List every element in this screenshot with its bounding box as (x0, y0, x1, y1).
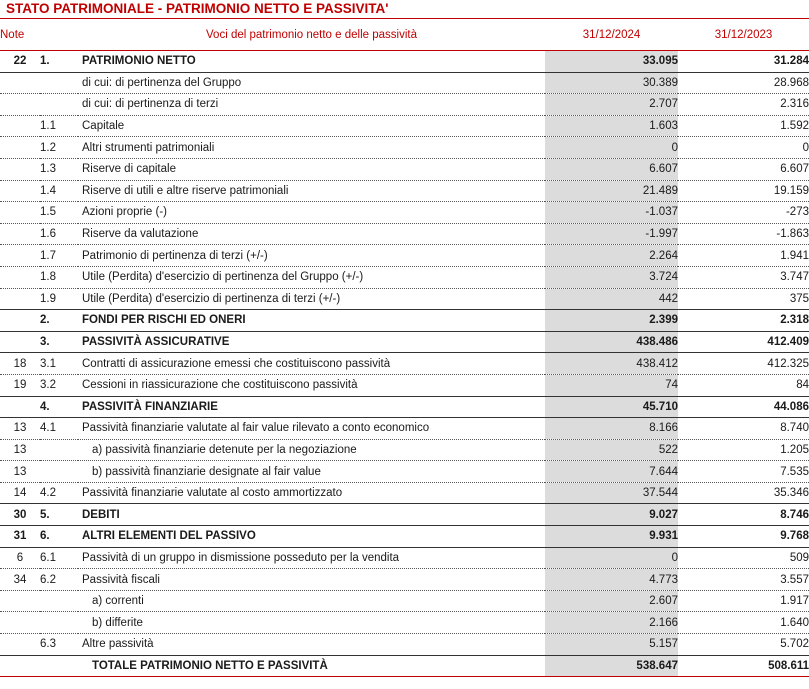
value-2024-cell: 7.644 (545, 461, 678, 483)
header-2024: 31/12/2024 (545, 19, 678, 51)
item-number-cell: 6.1 (40, 547, 78, 569)
item-number-cell: 3.1 (40, 353, 78, 375)
item-number-cell: 1.6 (40, 223, 78, 245)
description-cell: a) passività finanziarie detenute per la negoziazione (78, 439, 545, 461)
item-number-cell (40, 461, 78, 483)
description-cell: Contratti di assicurazione emessi che costituiscono passività (78, 353, 545, 375)
note-cell (0, 590, 40, 612)
note-cell: 30 (0, 504, 40, 526)
value-2024-cell: 6.607 (545, 158, 678, 180)
value-2024-cell: 538.647 (545, 655, 678, 677)
value-2023-cell: 7.535 (678, 461, 809, 483)
value-2023-cell: 0 (678, 137, 809, 159)
note-cell (0, 396, 40, 418)
note-cell (0, 72, 40, 94)
note-cell: 13 (0, 418, 40, 440)
value-2024-cell: -1.997 (545, 223, 678, 245)
description-cell: Riserve di utili e altre riserve patrimoniali (78, 180, 545, 202)
description-cell: b) differite (78, 612, 545, 634)
item-number-cell (40, 655, 78, 677)
value-2024-cell: 3.724 (545, 266, 678, 288)
description-cell: a) correnti (78, 590, 545, 612)
description-cell: di cui: di pertinenza del Gruppo (78, 72, 545, 94)
value-2023-cell: 6.607 (678, 158, 809, 180)
value-2023-cell: 1.941 (678, 245, 809, 267)
value-2024-cell: 30.389 (545, 72, 678, 94)
value-2023-cell: 84 (678, 374, 809, 396)
value-2024-cell: 4.773 (545, 569, 678, 591)
table-header-row (0, 19, 809, 51)
description-cell: ALTRI ELEMENTI DEL PASSIVO (78, 526, 545, 548)
table-row (0, 590, 809, 612)
value-2023-cell: 35.346 (678, 482, 809, 504)
value-2023-cell: 9.768 (678, 526, 809, 548)
description-cell: PASSIVITÀ ASSICURATIVE (78, 331, 545, 353)
item-number-cell: 1. (40, 51, 78, 73)
value-2024-cell: 2.707 (545, 94, 678, 116)
header-num (40, 19, 78, 51)
value-2023-cell: 1.205 (678, 439, 809, 461)
item-number-cell: 4. (40, 396, 78, 418)
description-cell: Altri strumenti patrimoniali (78, 137, 545, 159)
value-2024-cell: 9.027 (545, 504, 678, 526)
description-cell: Passività finanziarie valutate al fair value rilevato a conto economico (78, 418, 545, 440)
item-number-cell: 5. (40, 504, 78, 526)
value-2023-cell: 3.747 (678, 266, 809, 288)
value-2023-cell: 509 (678, 547, 809, 569)
value-2023-cell: 31.284 (678, 51, 809, 73)
note-cell: 22 (0, 51, 40, 73)
table-row (0, 223, 809, 245)
description-cell: DEBITI (78, 504, 545, 526)
description-cell: Utile (Perdita) d'esercizio di pertinenza di terzi (+/-) (78, 288, 545, 310)
item-number-cell (40, 72, 78, 94)
table-row (0, 374, 809, 396)
value-2024-cell: 2.166 (545, 612, 678, 634)
value-2024-cell: 438.486 (545, 331, 678, 353)
note-cell: 13 (0, 461, 40, 483)
note-cell (0, 288, 40, 310)
note-cell (0, 331, 40, 353)
item-number-cell: 2. (40, 310, 78, 332)
description-cell: di cui: di pertinenza di terzi (78, 94, 545, 116)
table-row (0, 158, 809, 180)
value-2023-cell: 1.592 (678, 115, 809, 137)
table-row (0, 634, 809, 656)
note-cell: 18 (0, 353, 40, 375)
item-number-cell (40, 439, 78, 461)
value-2024-cell: 442 (545, 288, 678, 310)
value-2024-cell: 2.264 (545, 245, 678, 267)
value-2023-cell: -273 (678, 202, 809, 224)
table-body (0, 51, 809, 677)
item-number-cell: 6.2 (40, 569, 78, 591)
header-note: Note (0, 19, 40, 51)
note-cell (0, 158, 40, 180)
value-2023-cell: 2.316 (678, 94, 809, 116)
table-row (0, 655, 809, 677)
description-cell: Patrimonio di pertinenza di terzi (+/-) (78, 245, 545, 267)
note-cell: 34 (0, 569, 40, 591)
table-row (0, 288, 809, 310)
note-cell (0, 180, 40, 202)
table-row (0, 115, 809, 137)
table-row (0, 72, 809, 94)
note-cell: 14 (0, 482, 40, 504)
item-number-cell: 1.2 (40, 137, 78, 159)
item-number-cell: 4.1 (40, 418, 78, 440)
description-cell: Utile (Perdita) d'esercizio di pertinenza del Gruppo (+/-) (78, 266, 545, 288)
value-2023-cell: 8.746 (678, 504, 809, 526)
table-row (0, 612, 809, 634)
value-2024-cell: 37.544 (545, 482, 678, 504)
value-2023-cell: 508.611 (678, 655, 809, 677)
table-row (0, 245, 809, 267)
description-cell: Altre passività (78, 634, 545, 656)
item-number-cell: 1.3 (40, 158, 78, 180)
value-2023-cell: 19.159 (678, 180, 809, 202)
item-number-cell: 1.1 (40, 115, 78, 137)
note-cell (0, 223, 40, 245)
note-cell (0, 612, 40, 634)
table-row (0, 331, 809, 353)
value-2024-cell: 5.157 (545, 634, 678, 656)
item-number-cell: 1.9 (40, 288, 78, 310)
description-cell: b) passività finanziarie designate al fair value (78, 461, 545, 483)
item-number-cell (40, 612, 78, 634)
item-number-cell: 4.2 (40, 482, 78, 504)
table-row (0, 439, 809, 461)
table-row (0, 526, 809, 548)
note-cell (0, 634, 40, 656)
value-2023-cell: 375 (678, 288, 809, 310)
value-2024-cell: 0 (545, 137, 678, 159)
header-2023: 31/12/2023 (678, 19, 809, 51)
value-2024-cell: 1.603 (545, 115, 678, 137)
description-cell: Cessioni in riassicurazione che costituiscono passività (78, 374, 545, 396)
table-row (0, 137, 809, 159)
value-2024-cell: 2.399 (545, 310, 678, 332)
value-2024-cell: 522 (545, 439, 678, 461)
item-number-cell (40, 590, 78, 612)
table-row (0, 94, 809, 116)
table-row (0, 461, 809, 483)
table-row (0, 547, 809, 569)
description-cell: Riserve di capitale (78, 158, 545, 180)
note-cell: 31 (0, 526, 40, 548)
description-cell: TOTALE PATRIMONIO NETTO E PASSIVITÀ (78, 655, 545, 677)
item-number-cell: 6.3 (40, 634, 78, 656)
page-title: STATO PATRIMONIALE - PATRIMONIO NETTO E PASSIVITA' (0, 0, 809, 19)
description-cell: Riserve da valutazione (78, 223, 545, 245)
item-number-cell: 3. (40, 331, 78, 353)
note-cell (0, 115, 40, 137)
note-cell (0, 94, 40, 116)
value-2024-cell: 438.412 (545, 353, 678, 375)
note-cell: 19 (0, 374, 40, 396)
description-cell: PATRIMONIO NETTO (78, 51, 545, 73)
table-row (0, 51, 809, 73)
description-cell: Passività finanziarie valutate al costo ammortizzato (78, 482, 545, 504)
note-cell (0, 655, 40, 677)
item-number-cell: 6. (40, 526, 78, 548)
table-row (0, 266, 809, 288)
table-row (0, 202, 809, 224)
value-2024-cell: 74 (545, 374, 678, 396)
item-number-cell: 1.5 (40, 202, 78, 224)
description-cell: FONDI PER RISCHI ED ONERI (78, 310, 545, 332)
note-cell (0, 202, 40, 224)
value-2023-cell: 1.917 (678, 590, 809, 612)
header-description: Voci del patrimonio netto e delle passività (78, 19, 545, 51)
value-2023-cell: 28.968 (678, 72, 809, 94)
table-row (0, 396, 809, 418)
table-row (0, 353, 809, 375)
note-cell: 6 (0, 547, 40, 569)
value-2023-cell: 44.086 (678, 396, 809, 418)
table-row (0, 482, 809, 504)
table-row (0, 310, 809, 332)
item-number-cell: 3.2 (40, 374, 78, 396)
value-2023-cell: 2.318 (678, 310, 809, 332)
value-2024-cell: 0 (545, 547, 678, 569)
value-2023-cell: 412.325 (678, 353, 809, 375)
description-cell: Passività di un gruppo in dismissione posseduto per la vendita (78, 547, 545, 569)
value-2023-cell: -1.863 (678, 223, 809, 245)
description-cell: Azioni proprie (-) (78, 202, 545, 224)
table-row (0, 180, 809, 202)
balance-sheet-table (0, 19, 809, 677)
note-cell (0, 137, 40, 159)
item-number-cell: 1.8 (40, 266, 78, 288)
description-cell: Passività fiscali (78, 569, 545, 591)
table-row (0, 504, 809, 526)
table-row (0, 418, 809, 440)
item-number-cell (40, 94, 78, 116)
value-2024-cell: 33.095 (545, 51, 678, 73)
value-2024-cell: 8.166 (545, 418, 678, 440)
value-2023-cell: 1.640 (678, 612, 809, 634)
value-2024-cell: 9.931 (545, 526, 678, 548)
value-2024-cell: 21.489 (545, 180, 678, 202)
description-cell: Capitale (78, 115, 545, 137)
item-number-cell: 1.4 (40, 180, 78, 202)
note-cell (0, 245, 40, 267)
note-cell (0, 266, 40, 288)
table-row (0, 569, 809, 591)
value-2024-cell: -1.037 (545, 202, 678, 224)
value-2023-cell: 412.409 (678, 331, 809, 353)
note-cell (0, 310, 40, 332)
item-number-cell: 1.7 (40, 245, 78, 267)
description-cell: PASSIVITÀ FINANZIARIE (78, 396, 545, 418)
value-2024-cell: 45.710 (545, 396, 678, 418)
value-2024-cell: 2.607 (545, 590, 678, 612)
value-2023-cell: 8.740 (678, 418, 809, 440)
value-2023-cell: 3.557 (678, 569, 809, 591)
note-cell: 13 (0, 439, 40, 461)
value-2023-cell: 5.702 (678, 634, 809, 656)
